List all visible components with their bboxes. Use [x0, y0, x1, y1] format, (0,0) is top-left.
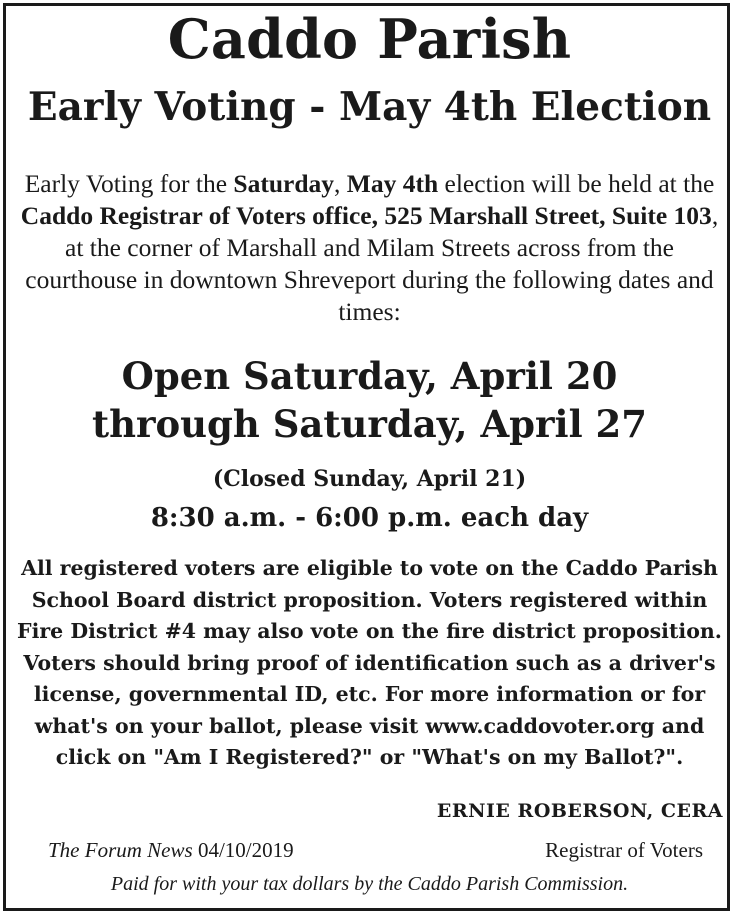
- intro-text-4: , at the corner of Marshall and Milam Streets across from the courthouse in downtown Shreveport during the following dates and times:: [25, 201, 719, 326]
- intro-text-1: Early Voting for the: [24, 169, 234, 198]
- open-dates: [0, 352, 739, 448]
- notice-border: [3, 3, 730, 911]
- open-dates-line-1: Open Saturday, April 20: [121, 354, 618, 398]
- intro-bold-saturday: Saturday: [233, 169, 335, 198]
- publication-name: The Forum News: [48, 838, 193, 862]
- closed-note: (Closed Sunday, April 21): [212, 466, 527, 492]
- intro-text-3: election will be held at the: [438, 169, 715, 198]
- publication-date: 04/10/2019: [197, 838, 294, 862]
- notice-title: Caddo Parish: [167, 7, 572, 71]
- intro-bold-date: May 4th: [346, 169, 439, 198]
- signer-role: Registrar of Voters: [545, 838, 703, 862]
- eligibility-paragraph: All registered voters are eligible to vote on the Caddo Parish School Board district proposition. Voters registered within Fire District #4 may also vote on the fire district proposition. Voters should bring proof of identification such as a driver's license, governmental ID, etc. For more information or for what's on your ballot, please visit www.caddovoter.org and click on "Am I Registered?" or "What's on my Ballot?".: [17, 556, 722, 769]
- hours-line: 8:30 a.m. - 6:00 p.m. each day: [150, 503, 589, 533]
- intro-bold-location: Caddo Registrar of Voters office, 525 Marshall Street, Suite 103: [20, 201, 712, 230]
- publication-line: [48, 838, 294, 863]
- signer-name: ERNIE ROBERSON, CERA: [436, 800, 723, 822]
- paid-for-note: Paid for with your tax dollars by the Caddo Parish Commission.: [110, 873, 629, 895]
- open-dates-line-2: through Saturday, April 27: [91, 402, 648, 446]
- notice-subtitle: Early Voting - May 4th Election: [27, 84, 712, 130]
- intro-paragraph: [14, 168, 725, 328]
- intro-text-2: ,: [334, 169, 347, 198]
